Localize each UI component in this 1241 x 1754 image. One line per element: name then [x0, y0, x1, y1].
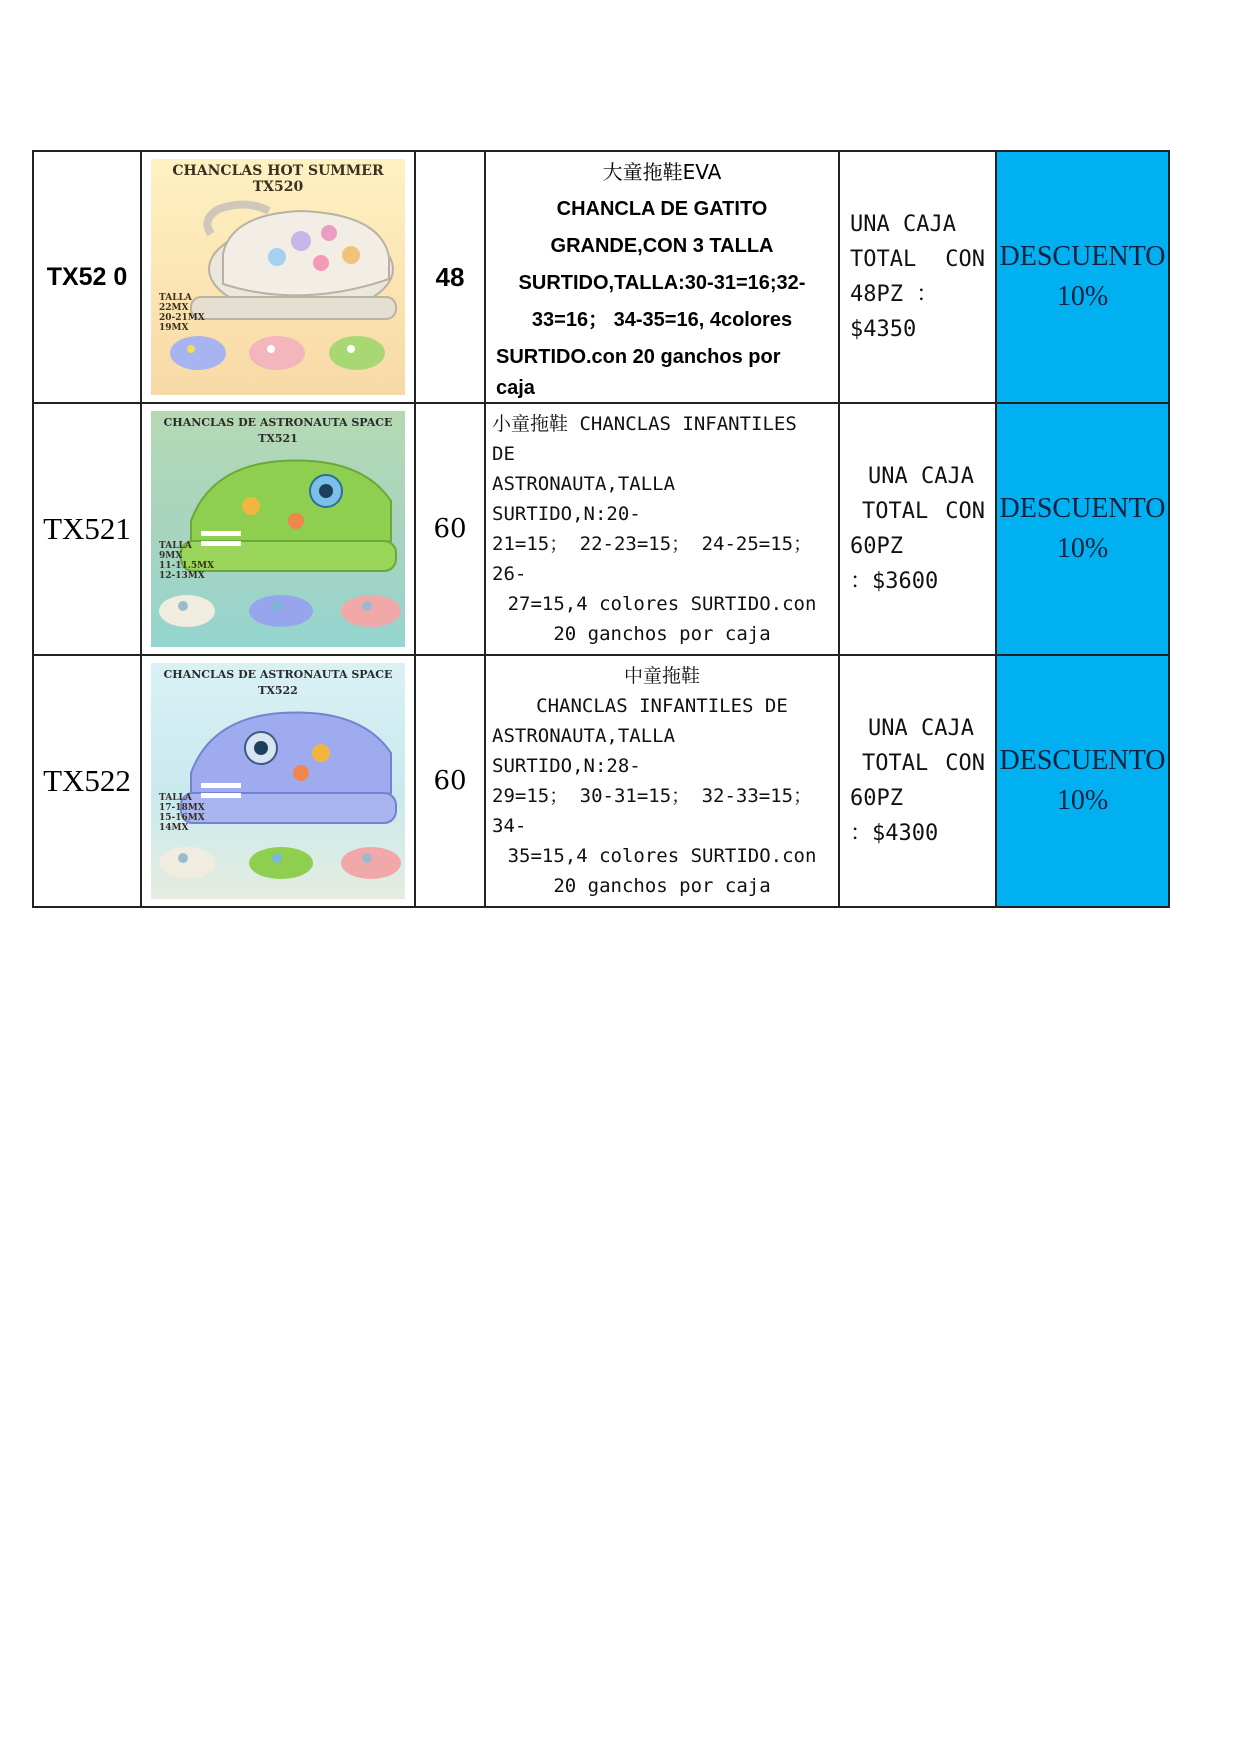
discount-badge: DESCUENTO 10% [999, 745, 1166, 816]
table-row [33, 403, 1169, 655]
price-cell [839, 151, 996, 403]
product-photo [151, 663, 405, 899]
product-code-cell [33, 151, 141, 403]
photo-size-list: TALLA 22MX 20-21MX 19MX [159, 293, 205, 333]
product-photo [151, 411, 405, 647]
description: 大童拖鞋EVA CHANCLA DE GATITO GRANDE,CON 3 TALLA SURTIDO,TALLA:30-31=16;32- 33=16； 34-35=16, 4colores SURTIDO.con 20 ganchos por caja [496, 160, 806, 399]
price-cell [839, 403, 996, 655]
quantity-cell [415, 151, 485, 403]
product-code: TX521 [43, 511, 131, 546]
table-row [33, 655, 1169, 907]
photo-size-list: TALLA 9MX 11-11.5MX 12-13MX [159, 541, 215, 581]
quantity: 48 [435, 261, 465, 292]
product-code: TX52 0 [46, 262, 128, 291]
price-text: UNA CAJA TOTAL CON 60PZ ：$4300 [850, 716, 985, 846]
discount-badge: DESCUENTO 10% [999, 241, 1166, 312]
discount-badge: DESCUENTO 10% [999, 493, 1166, 564]
photo-size-list: TALLA 17-18MX 15-16MX 14MX [159, 793, 205, 833]
price-text: UNA CAJA TOTAL CON 60PZ ：$3600 [850, 464, 985, 594]
quantity-cell [415, 403, 485, 655]
quantity: 60 [433, 766, 467, 796]
quantity-cell [415, 655, 485, 907]
product-photo [151, 159, 405, 395]
product-code: TX522 [43, 763, 131, 798]
price-cell [839, 655, 996, 907]
description: 中童拖鞋 CHANCLAS INFANTILES DE ASTRONAUTA,TALLA SURTIDO,N:28- 29=15； 30-31=15； 32-33=15； 34- 35=15,4 colores SURTIDO.con 20 ganchos por caja [492, 665, 817, 897]
product-table [32, 150, 1170, 908]
discount-cell [996, 403, 1169, 655]
product-image-cell [141, 151, 415, 403]
description-cell [485, 151, 839, 403]
product-image-cell [141, 403, 415, 655]
photo-title: CHANCLAS HOT SUMMER TX520 [172, 163, 384, 195]
discount-cell [996, 151, 1169, 403]
product-image-cell [141, 655, 415, 907]
table-row [33, 151, 1169, 403]
photo-title: CHANCLAS DE ASTRONAUTA SPACE TX521 [163, 416, 393, 445]
photo-title: CHANCLAS DE ASTRONAUTA SPACE TX522 [163, 668, 393, 697]
product-code-cell [33, 655, 141, 907]
description-cell [485, 655, 839, 907]
product-code-cell [33, 403, 141, 655]
description-cell [485, 403, 839, 655]
discount-cell [996, 655, 1169, 907]
quantity: 60 [433, 514, 467, 544]
price-text: UNA CAJA TOTAL CON 48PZ ：$4350 [850, 212, 985, 342]
description: 小童拖鞋 CHANCLAS INFANTILES DE ASTRONAUTA,TALLA SURTIDO,N:20- 21=15； 22-23=15； 24-25=15； 26- 27=15,4 colores SURTIDO.con 20 ganchos por caja [492, 413, 817, 645]
